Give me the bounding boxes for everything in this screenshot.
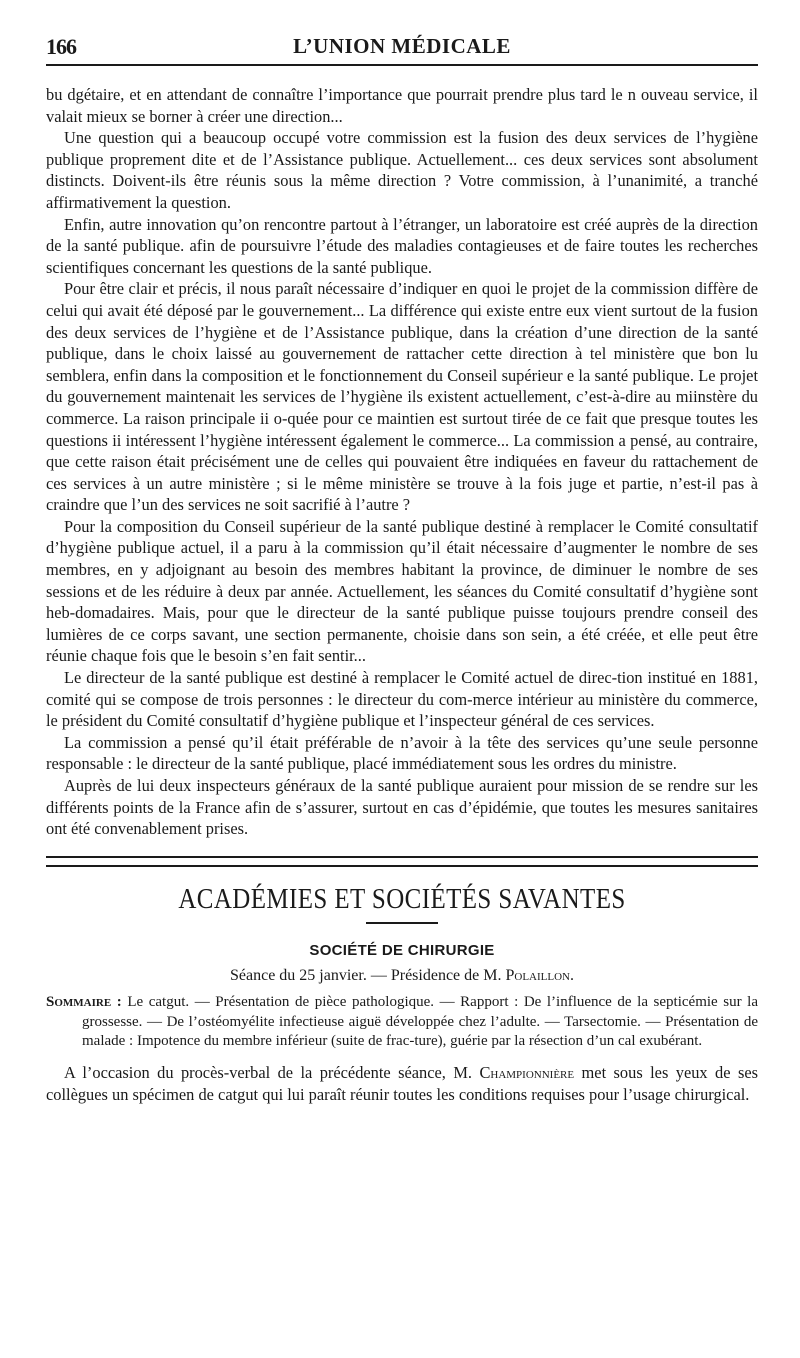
session-date-text: Séance du 25 janvier. — Présidence de M.: [230, 966, 502, 984]
surgeon-name: Championnière: [479, 1063, 575, 1083]
journal-title: L’UNION MÉDICALE: [293, 34, 511, 58]
section-divider: [46, 856, 758, 867]
summary-text: Le catgut. — Présentation de pièce pathologique. — Rapport : De l’influence de la septicémie sur la grossesse. — De l’ostéomyélite infectieuse aiguë développée chez l’adulte. — Tarsectomie. — Présentation de malade : Impotence du membre inférieur (suite de frac-ture), guérie par la résection d’un cal exubérant.: [82, 993, 759, 1050]
summary-label: Sommaire :: [46, 993, 122, 1010]
article-body: [46, 84, 758, 840]
closing-text-start: A l’occasion du procès-verbal de la précédente séance, M.: [64, 1063, 473, 1083]
paragraph: Une question qui a beaucoup occupé votre commission est la fusion des deux services de l’hygiène publique proprement dite et de l’Assistance publique. Actuellement... ces deux services sont absolument distincts. Doivent-ils être réunis sous la même direction ? Votre commission, à l’unanimité, a tranché affirmativement la question.: [46, 128, 758, 212]
paragraph: Le directeur de la santé publique est destiné à remplacer le Comité actuel de direc-tion institué en 1881, comité qui se compose de trois personnes : le directeur du com-merce intérieur au ministère du commerce, le président du Comité consultatif d’hygiène publique et l’inspecteur général de ces services.: [46, 668, 758, 731]
closing-paragraph: [46, 1062, 758, 1105]
paragraph: Enfin, autre innovation qu’on rencontre partout à l’étranger, un laboratoire est créé auprès de la direction de la santé publique. afin de poursuivre l’étude des maladies contagieuses et de faire toutes les recherches scientifiques concernant les questions de la santé publique.: [46, 214, 758, 277]
journal-page: [46, 28, 758, 1105]
paragraph: Pour la composition du Conseil supérieur de la santé publique destiné à remplacer le Comité consultatif d’hygiène publique actuel, il a paru à la commission qu’il était nécessaire d’augmenter le nombre de ses membres, en y adjoignant au besoin des membres habitant la province, de diminuer le nombre de ses sessions et de les réduire à deux par année. Actuellement, les séances du Comité consultatif d’hygiène sont heb-domadaires. Mais, pour que le directeur de la santé publique puisse toujours prendre conseil des lumières de ce corps savant, une section permanente, choisie dans son sein, a été créée, et elle peut être réunie chaque fois que le besoin s’en fait sentir...: [46, 516, 758, 666]
summary: [46, 993, 758, 1052]
society-name: SOCIÉTÉ DE CHIRURGIE: [309, 941, 495, 959]
session-line: [46, 967, 758, 985]
paragraph: La commission a pensé qu’il était préférable de n’avoir à la tête des services qu’une seule personne responsable : le directeur de la santé publique, placé immédiatement sous les ordres du ministre.: [46, 732, 758, 774]
paragraph: bu dgétaire, et en attendant de connaître l’importance que pourrait prendre plus tard le n ouveau service, il valait mieux se borner à créer une direction...: [46, 85, 758, 126]
paragraph: Auprès de lui deux inspecteurs généraux de la santé publique auraient pour mission de se rendre sur les différents points de la France afin de s’assurer, surtout en cas d’épidémie, que toutes les mesures sanitaires ont été convenablement prises.: [46, 776, 758, 839]
heading-underline: [366, 922, 438, 924]
running-head: [46, 28, 758, 66]
section-heading: ACADÉMIES ET SOCIÉTÉS SAVANTES: [178, 882, 626, 915]
page-number: 166: [46, 34, 76, 59]
paragraph: Pour être clair et précis, il nous paraît nécessaire d’indiquer en quoi le projet de la commission diffère de celui qui avait été déposé par le gouvernement... La différence qui existe entre eux vient surtout de la fusion des deux services de l’hygiène et de l’Assistance publique, dans la création d’une direction de la santé publique, dans le choix laissé au gouvernement de rattacher cette direction à tel ministère que bon lu semblera, enfin dans la composition et le fonctionnement du Conseil supérieur e la santé publique. Le projet du gouvernement maintenait les services de l’hygiène ils existent actuellement, c’est-à-dire au miinstère du commerce. La raison principale ii o-quée pour ce maintien est surtout tirée de ce fait que presque toutes les questions ii intéressent l’hygiène intéressent également le commerce... La commission a pensé, au contraire, que cette raison était précisément une de celles qui pouvaient être indiquées en faveur du rattachement de ces services à un autre ministère ; si le même ministère se trouve à la fois juge et partie, n’est-il pas à craindre que l’un des services ne soit sacrifié à l’autre ?: [46, 279, 758, 515]
president-name: Polaillon.: [505, 966, 574, 984]
closing-text-end: met sous les yeux de ses collègues un spécimen de catgut qui lui paraît réunir toutes les conditions requises pour l’usage chirurgical.: [46, 1063, 758, 1104]
